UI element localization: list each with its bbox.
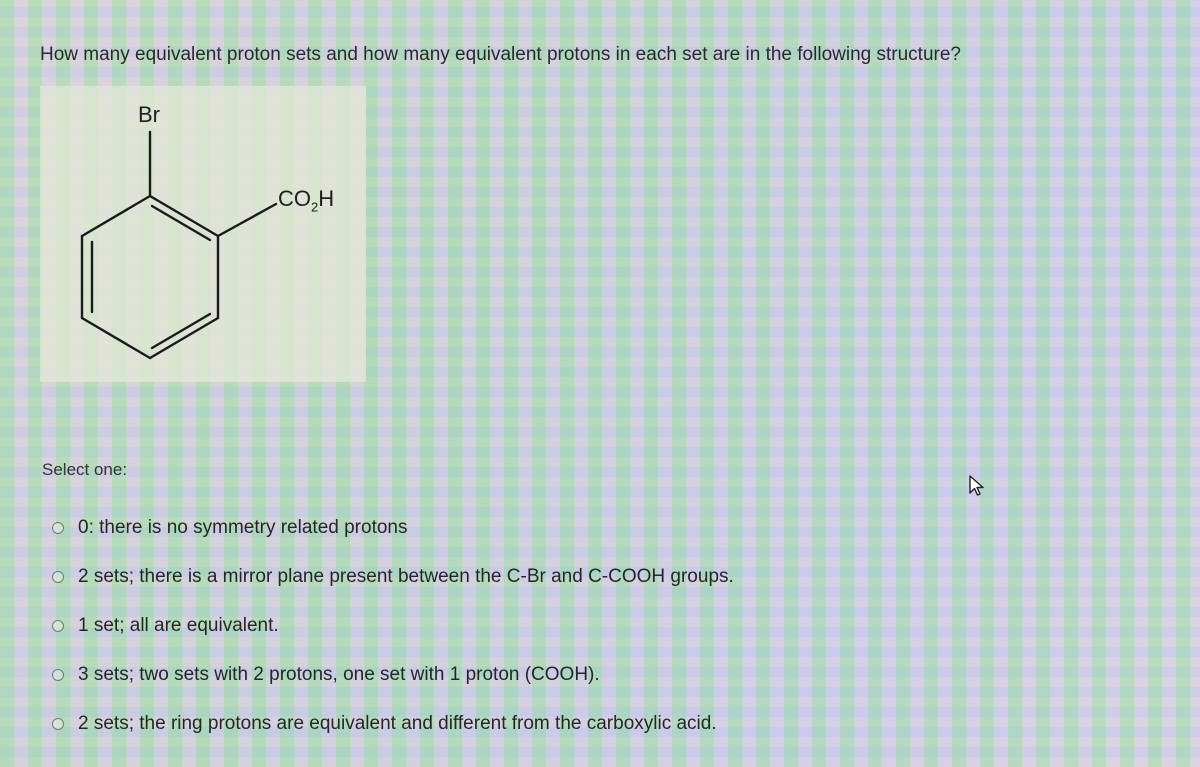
molecule-structure	[40, 86, 366, 382]
benzene-ring-drawing	[40, 86, 366, 382]
answer-option-5[interactable]	[52, 699, 734, 748]
answer-options	[52, 503, 734, 748]
answer-option-2[interactable]	[52, 552, 734, 601]
answer-option-3[interactable]	[52, 601, 734, 650]
question-text: How many equivalent proton sets and how many equivalent protons in each set are in the following structure?	[40, 44, 961, 65]
answer-option-label: 1 set; all are equivalent.	[78, 614, 279, 636]
answer-option-label: 2 sets; the ring protons are equivalent and different from the carboxylic acid.	[78, 712, 717, 734]
answer-option-4[interactable]	[52, 650, 734, 699]
radio-button-icon[interactable]	[52, 620, 64, 632]
radio-button-icon[interactable]	[52, 522, 64, 534]
radio-button-icon[interactable]	[52, 571, 64, 583]
radio-button-icon[interactable]	[52, 669, 64, 681]
radio-button-icon[interactable]	[52, 718, 64, 730]
carboxyl-label-tail: H	[318, 186, 335, 211]
carboxyl-label-main: CO	[278, 186, 311, 211]
select-one-label: Select one:	[42, 460, 128, 479]
mouse-pointer-icon	[968, 474, 988, 498]
carboxyl-label-subscript: 2	[311, 199, 319, 215]
bromine-label: Br	[138, 102, 160, 127]
answer-option-label: 3 sets; two sets with 2 protons, one set with 1 proton (COOH).	[78, 663, 600, 685]
carboxyl-label	[278, 186, 334, 214]
answer-option-label: 2 sets; there is a mirror plane present between the C-Br and C-COOH groups.	[78, 565, 734, 587]
answer-option-label: 0: there is no symmetry related protons	[78, 516, 408, 538]
answer-option-1[interactable]	[52, 503, 734, 552]
